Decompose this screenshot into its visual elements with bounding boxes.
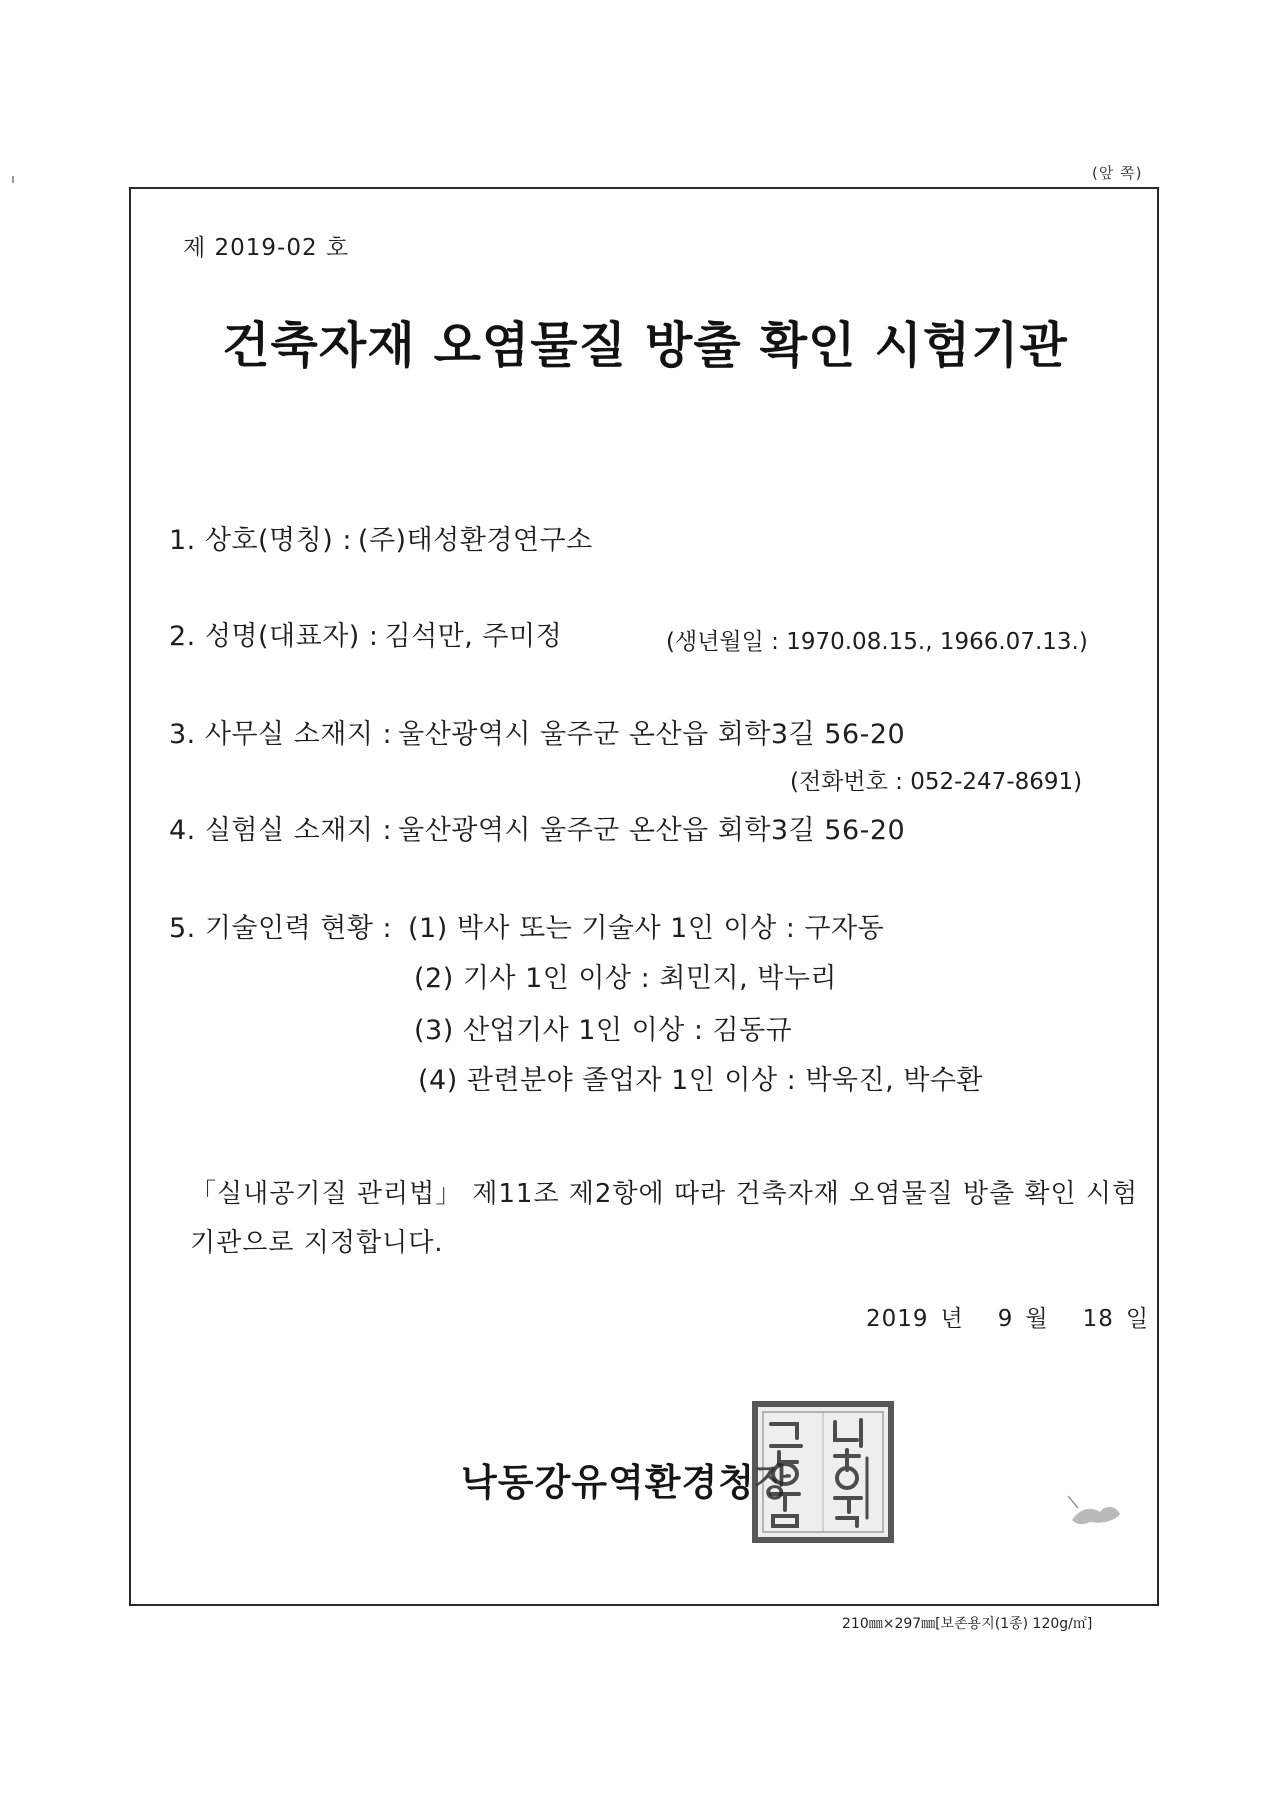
page-side-label: (앞 쪽) xyxy=(1092,164,1143,182)
date-day-unit: 일 xyxy=(1125,1306,1150,1332)
item-representative-value: 김석만, 주미정 xyxy=(384,621,563,652)
paper-spec: 210㎜×297㎜[보존용지(1종) 120g/㎡] xyxy=(842,1616,1093,1632)
staff-item: (1) 박사 또는 기술사 1인 이상 : 구자동 xyxy=(408,913,885,944)
document-title: 건축자재 오염물질 방출 확인 시험기관 xyxy=(222,317,1068,374)
item-representative xyxy=(169,614,562,653)
statement-text: 제11조 제2항에 따라 건축자재 오염물질 방출 확인 시험기관으로 지정합니다. xyxy=(190,1179,1139,1258)
staff-item: (2) 기사 1인 이상 : 최민지, 박누리 xyxy=(414,963,837,994)
item-company-name-label: 1. 상호(명칭) : xyxy=(169,525,352,556)
staff-item: (3) 산업기사 1인 이상 : 김동규 xyxy=(414,1015,793,1046)
date-month: 9 xyxy=(997,1306,1014,1332)
statement-law-name: 「실내공기질 관리법」 xyxy=(190,1179,463,1209)
item-company-name-value: (주)태성환경연구소 xyxy=(357,525,593,556)
item-company-name xyxy=(169,518,593,557)
item-lab-value: 울산광역시 울주군 온산읍 회학3길 56-20 xyxy=(398,815,906,846)
document-number: 제 2019-02 호 xyxy=(183,235,350,261)
official-seal-icon xyxy=(749,1398,897,1546)
item-representative-label: 2. 성명(대표자) : xyxy=(169,621,379,652)
ink-smudge-icon xyxy=(1066,1490,1126,1530)
date-year-unit: 년 xyxy=(940,1306,964,1332)
date-year: 2019 xyxy=(866,1306,929,1332)
item-office xyxy=(169,712,905,751)
item-representative-birth: (생년월일 : 1970.08.15., 1966.07.13.) xyxy=(666,629,1088,655)
issuer-name: 낙동강유역환경청장 xyxy=(461,1461,792,1504)
item-staff xyxy=(169,906,392,945)
designation-statement xyxy=(190,1170,1145,1268)
item-office-label: 3. 사무실 소재지 : xyxy=(169,719,393,750)
item-lab-label: 4. 실험실 소재지 : xyxy=(169,815,393,846)
date-day: 18 xyxy=(1082,1306,1114,1332)
item-staff-label: 5. 기술인력 현황 : xyxy=(169,913,393,944)
edge-mark xyxy=(12,176,14,183)
issue-date xyxy=(866,1300,1161,1333)
item-office-value: 울산광역시 울주군 온산읍 회학3길 56-20 xyxy=(398,719,906,750)
staff-item: (4) 관련분야 졸업자 1인 이상 : 박욱진, 박수환 xyxy=(418,1065,983,1096)
item-lab xyxy=(169,808,905,847)
date-month-unit: 월 xyxy=(1025,1306,1049,1332)
certificate-frame xyxy=(129,187,1159,1606)
item-office-phone: (전화번호 : 052-247-8691) xyxy=(790,769,1083,795)
